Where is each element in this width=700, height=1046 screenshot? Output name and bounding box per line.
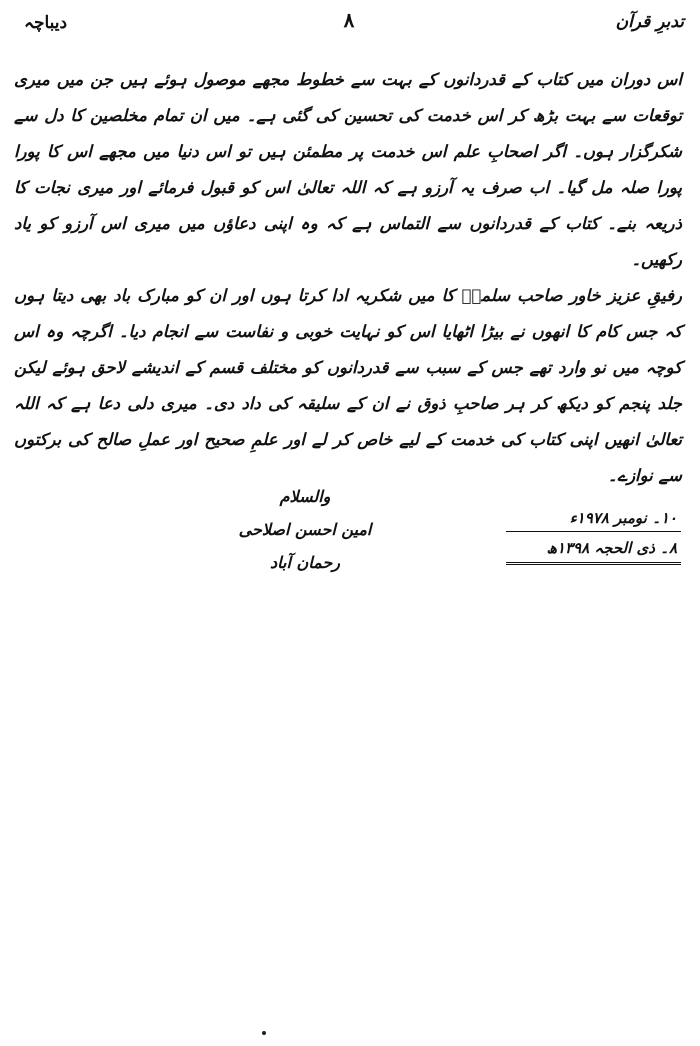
book-title: تدبرِ قرآن: [615, 12, 684, 32]
page-number: ۸: [343, 8, 355, 32]
signature-block: [220, 480, 390, 579]
body-text: [14, 62, 682, 494]
author-name: امین احسن اصلاحی: [238, 520, 372, 539]
paragraph-2: رفیقِ عزیز خاور صاحب سلمہٗ کا میں شکریہ ادا کرتا ہوں اور ان کو مبارک باد بھی دیتا ہوں کہ جس کام کا انھوں نے بیڑا اٹھایا اس کو نہایت خوبی و نفاست سے انجام دیا۔ اگرچہ وہ اس کوچہ میں نو وارد تھے جس کے سبب سے قدردانوں کو مختلف قسم کے اندیشے لاحق ہوئے لیکن جلد پنجم کو دیکھ کر ہر صاحبِ ذوق نے ان کے سلیقہ کی داد دی۔ میری دلی دعا ہے کہ اللہ تعالیٰ انھیں اپنی کتاب کی خدمت کے لیے خاص کر لے اور علمِ صحیح اور عملِ صالح کی برکتوں سے نوازے۔: [14, 286, 682, 485]
page-header: [14, 4, 684, 38]
scan-speck: [262, 1031, 266, 1035]
date-underline: [506, 531, 681, 532]
hijri-date-line: [506, 535, 681, 565]
gregorian-date: ۱۰۔ نومبر ۱۹۷۸ء: [569, 509, 677, 527]
date-block: [506, 505, 681, 565]
gregorian-date-line: [506, 505, 681, 535]
closing-salutation: والسلام: [279, 487, 331, 506]
section-title: دیباچہ: [24, 13, 68, 33]
author-place: رحمان آباد: [270, 553, 340, 572]
date-double-underline: [506, 562, 681, 565]
hijri-date: ۸۔ ذی الحجہ ۱۳۹۸ھ: [546, 539, 677, 557]
paragraph-1: اس دوران میں کتاب کے قدردانوں کے بہت سے خطوط مجھے موصول ہوئے ہیں جن میں میری توقعات سے بہت بڑھ کر اس خدمت کی تحسین کی گئی ہے۔ میں ان تمام مخلصین کا دل سے شکرگزار ہوں۔ اگر اصحابِ علم اس خدمت پر مطمئن ہیں تو اس دنیا میں مجھے اس کا پورا پورا صلہ مل گیا۔ اب صرف یہ آرزو ہے کہ اللہ تعالیٰ اس کو قبول فرمائے اور میری نجات کا ذریعہ بنے۔ کتاب کے قدردانوں سے التماس ہے کہ وہ اپنی دعاؤں میں میری اس آرزو کو یاد رکھیں۔: [14, 70, 682, 269]
